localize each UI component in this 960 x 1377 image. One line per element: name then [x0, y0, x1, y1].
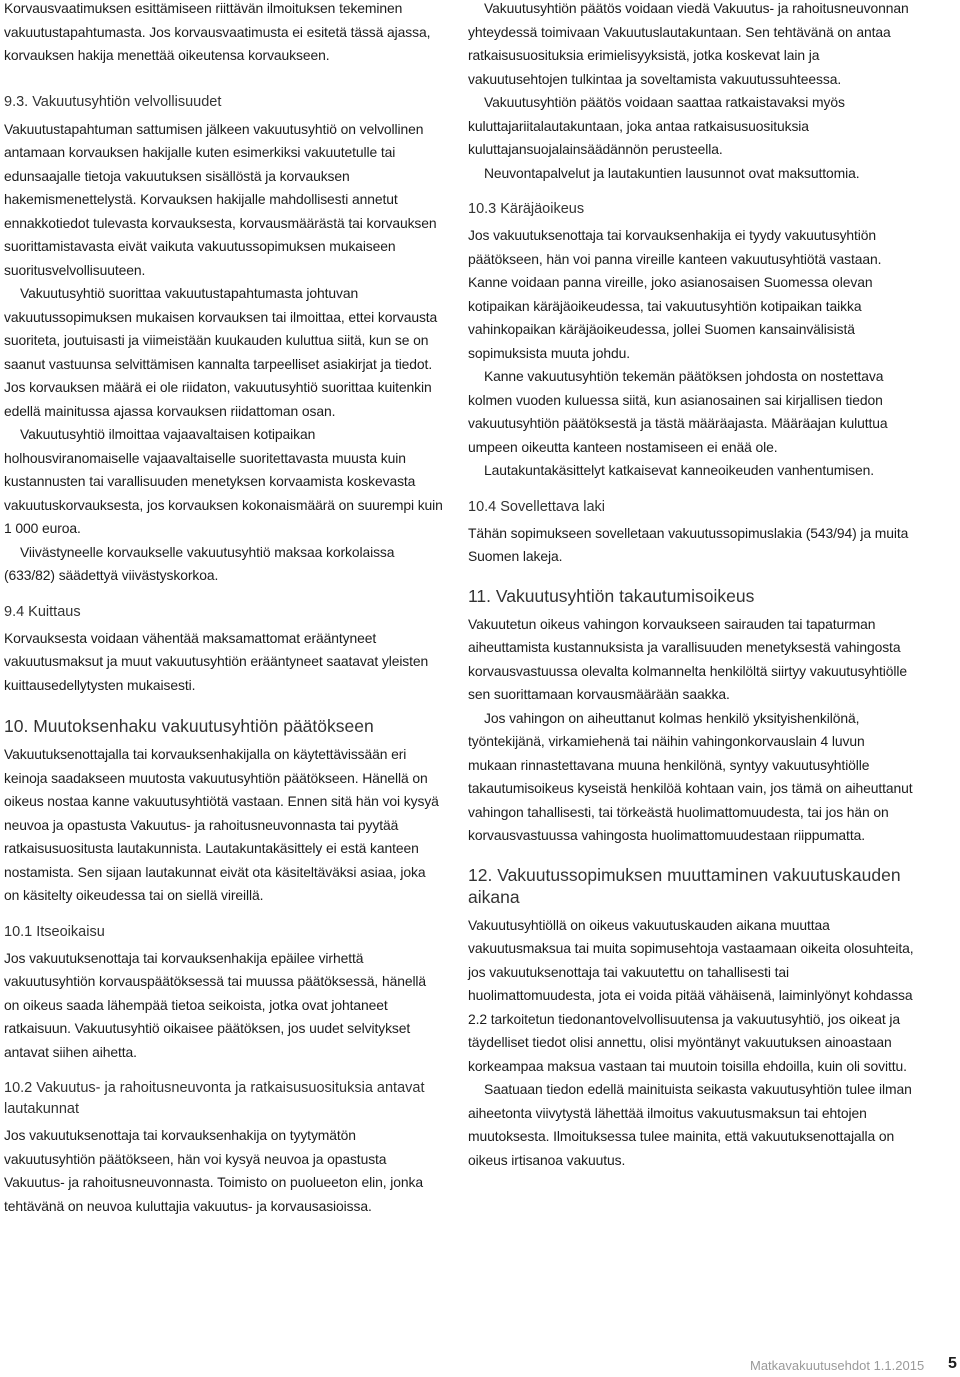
paragraph: Vakuutusyhtiön päätös voidaan saattaa ratkaistavaksi myös kuluttajariitalautakuntaan, joka antaa ratkaisusuosituksia kuluttajansuojalainsäädännön perusteella. — [468, 94, 845, 157]
paragraph: Vakuutusyhtiö ilmoittaa vajaavaltaisen kotipaikan holhousviranomaiselle vajaavaltaiselle suoritettavasta muusta kuin kustannusten tai varallisuuden menetyksen korvaamista koskevasta vakuutuskorvauksesta, jos korvauksen kokonaismäärä on suurempi kuin 1 000 euroa. — [4, 426, 443, 536]
paragraph: Viivästyneelle korvaukselle vakuutusyhtiö maksaa korkolaissa (633/82) säädettyä viivästyskorkoa. — [4, 543, 395, 583]
paragraph: Vakuutusyhtiö suorittaa vakuutustapahtumasta johtuvan vakuutussopimuksen mukaisen korvauksen tai ilmoittaa, ettei korvausta suoriteta, joutuisasti ja viimeistään kuukauden kuluttua siitä, kun se on saanut vastuunsa selvittämisen kannalta tarpeelliset asiakirjat ja tiedot. Jos korvauksen määrä ei ole riidaton, vakuutusyhtiö suorittaa kuitenkin edellä mainitussa ajassa korvauksen riidattoman osan. — [4, 285, 438, 419]
paragraph: Vakuutustapahtuman sattumisen jälkeen vakuutusyhtiö on velvollinen antamaan korvauksen hakijalle kuten esimerkiksi vakuutetulle tai edunsaajalle tietoja vakuutuksen sisällöstä ja korvauksen hakemismenettelystä. Korvauksen hakijalle mahdollisesti annetut ennakkotiedot tulevasta korvauksesta, korvausmäärästä tai korvauksen suorittamistavasta eivät vaikuta vakuutussopimuksen mukaiseen suoritusvelvollisuuteen. — [4, 120, 437, 278]
section-heading-10-2: 10.2 Vakuutus- ja rahoitusneuvonta ja ratkaisusuosituksia antavat lautakunnat — [4, 1080, 425, 1117]
paragraph: Vakuutuksenottajalla tai korvauksenhakijalla on käytettävissään eri keinoja saadakseen muutosta vakuutusyhtiön päätökseen. Hänellä on oikeus nostaa kanne vakuutusyhtiötä vastaan. Ennen sitä hän voi kysyä neuvoa ja opastusta Vakuutus- ja rahoitusneuvonnasta tai pyytää ratkaisusuositusta lautakunnista. Lautakuntakäsittely ei estä kanteen nostamista. Sen sijaan lautakunnat eivät ota käsiteltäväksi asiaa, joka on käsitelty oikeudessa tai on siellä vireillä. — [4, 746, 439, 903]
paragraph: Vakuutusyhtiöllä on oikeus vakuutuskauden aikana muuttaa vakuutusmaksua tai muita sopimusehtoja vastaamaan oikeita olosuhteita, jos vakuutuksenottaja tai vakuutettu on tahallisesti tai huolimattomuudesta, jota ei voida pitää vähäisenä, laiminlyönyt kohdassa 2.2 tarkoitetun tiedonantovelvollisuutensa ja vakuutusyhtiö, jos oikeat ja täydelliset tiedot olisi annettu, olisi myöntänyt vakuutuksen ainoastaan korkeampaa maksua vastaan tai muutoin toisilla ehdoilla, kuin oli sovittu. — [468, 916, 914, 1074]
section-heading-9-4: 9.4 Kuittaus — [4, 603, 81, 620]
paragraph: Korvausvaatimuksen esittämiseen riittävän ilmoituksen tekeminen vakuutustapahtumasta. Jos korvausvaatimusta ei esitetä tässä ajassa, korvauksen hakija menettää oikeutensa korvaukseen. — [4, 0, 431, 63]
paragraph: Neuvontapalvelut ja lautakuntien lausunnot ovat maksuttomia. — [484, 164, 860, 181]
section-heading-12: 12. Vakuutussopimuksen muuttaminen vakuutuskauden aikana — [468, 864, 901, 907]
paragraph: Korvauksesta voidaan vähentää maksamattomat erääntyneet vakuutusmaksut ja muut vakuutusyhtiön erääntyneet saatavat yleisten kuittausedellytysten mukaisesti. — [4, 629, 429, 693]
section-heading-9-3: 9.3. Vakuutusyhtiön velvollisuudet — [4, 93, 222, 110]
section-heading-10-4: 10.4 Sovellettava laki — [468, 498, 606, 515]
page-number: 5 — [948, 1355, 957, 1372]
paragraph: Jos vakuutuksenottaja tai korvauksenhakija epäilee virhettä vakuutusyhtiön korvauspäätöksessä tai muussa päätöksessä, hänellä on oikeus saada lähempää tietoa seikoista, jotka ovat johtaneet ratkaisuun. Vakuutusyhtiö oikaisee päätöksen, jos uudet selvitykset antavat siihen aihetta. — [4, 949, 427, 1060]
section-heading-10-1: 10.1 Itseoikaisu — [4, 923, 105, 940]
paragraph: Vakuutetun oikeus vahingon korvaukseen sairauden tai tapaturman aiheuttamista kustannuksista ja varallisuuden menetyksestä vahingosta korvausvastuussa olevalta kolmannelta henkilöltä siirtyy vakuutusyhtiölle sen suorittamaan korvausmäärään saakka. — [468, 615, 907, 702]
page-footer — [748, 1355, 960, 1377]
footer-document-title: Matkavakuutusehdot 1.1.2015 — [750, 1358, 925, 1373]
section-heading-10: 10. Muutoksenhaku vakuutusyhtiön päätökseen — [4, 716, 374, 736]
paragraph: Lautakuntakäsittelyt katkaisevat kanneoikeuden vanhentumisen. — [484, 462, 875, 478]
paragraph: Vakuutusyhtiön päätös voidaan viedä Vakuutus- ja rahoitusneuvonnan yhteydessä toimivaan Vakuutuslautakuntaan. Sen tehtävänä on antaa ratkaisusuosituksia erimielisyyksistä, jotka koskevat lain ja vakuutusehtojen tulkintaa ja soveltamista vakuutussuhteessa. — [468, 0, 909, 87]
paragraph: Jos vakuutuksenottaja tai korvauksenhakija on tyytymätön vakuutusyhtiön päätökseen, hän voi kysyä neuvoa ja opastusta Vakuutus- ja rahoitusneuvonnasta. Toimisto on puolueeton elin, jonka tehtävänä on neuvoa kuluttajia vakuutus- ja korvausasioissa. — [4, 1127, 423, 1214]
paragraph: Jos vahingon on aiheuttanut kolmas henkilö yksityishenkilönä, työntekijänä, virkamiehenä tai näihin vahingonkorvauslain 4 luvun mukaan rinnastettavana muuna henkilönä, syntyy vakuutusyhtiölle takautumisoikeus kyseistä henkilöä kohtaan vain, jos tämä on aiheuttanut vahingon tahallisesti, tai törkeästä huolimattomuudesta, tai jos hän on korvausvastuussa vahingosta huolimattomuudestaan riippumatta. — [468, 709, 913, 843]
section-heading-11: 11. Vakuutusyhtiön takautumisoikeus — [468, 585, 755, 606]
left-column — [4, 0, 444, 1218]
paragraph: Kanne vakuutusyhtiön tekemän päätöksen johdosta on nostettava kolmen vuoden kuluessa siitä, kun asianosainen sai kirjallisen tiedon vakuutusyhtiön päätöksestä ja tästä määräajasta. Määräajan kuluttua umpeen oikeutta kanteen nostamiseen ei enää ole. — [468, 368, 888, 455]
paragraph: Tähän sopimukseen sovelletaan vakuutussopimuslakia (543/94) ja muita Suomen lakeja. — [468, 524, 909, 564]
right-column — [468, 0, 914, 1172]
paragraph: Jos vakuutuksenottaja tai korvauksenhakija ei tyydy vakuutusyhtiön päätökseen, hän voi panna vireille kanteen vakuutusyhtiötä vastaan. Kanne voidaan panna vireille, joko asianosaisen Suomessa olevan kotipaikan käräjäoikeudessa, tai vakuutusyhtiön kotipaikan taikka vahinkopaikan käräjäoikeudessa, jollei Suomen kansainvälisistä sopimuksista muuta johdu. — [468, 227, 882, 361]
paragraph: Saatuaan tiedon edellä mainituista seikasta vakuutusyhtiön tulee ilman aiheetonta viivytystä lähettää ilmoitus vakuutusmaksun tai ehtojen muutoksesta. Ilmoituksessa tulee mainita, että vakuutuksenottajalla on oikeus irtisanoa vakuutus. — [468, 1081, 912, 1168]
section-heading-10-3: 10.3 Käräjäoikeus — [468, 201, 585, 217]
